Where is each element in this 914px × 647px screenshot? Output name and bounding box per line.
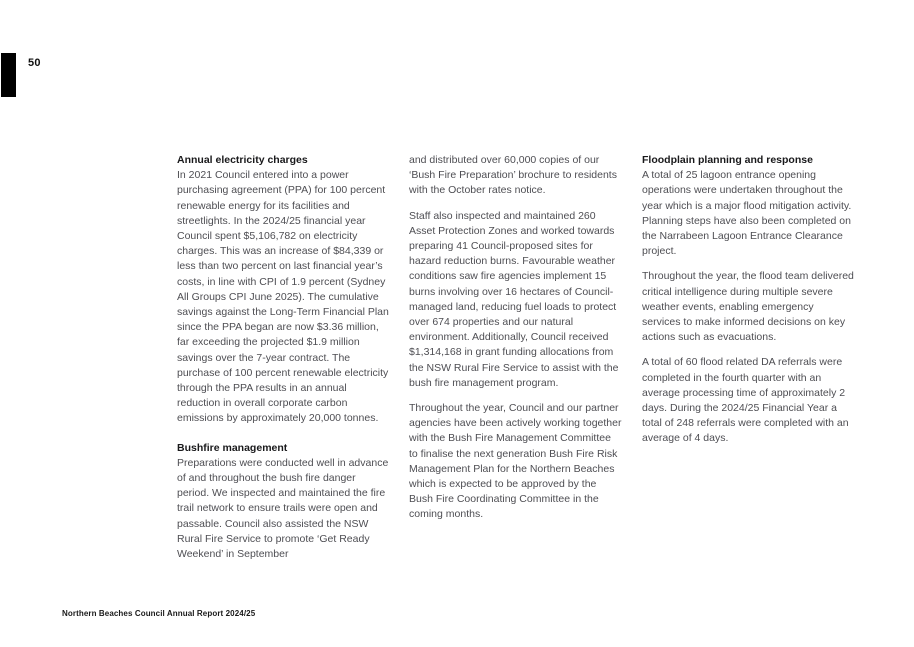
column-electricity-bushfire [177, 153, 390, 562]
page-number: 50 [28, 57, 41, 69]
footer-report-title: Northern Beaches Council Annual Report 2024/25 [62, 609, 256, 618]
section-annual-electricity-charges [177, 153, 390, 427]
column-floodplain [642, 153, 855, 447]
section-paragraph: A total of 60 flood related DA referrals were completed in the fourth quarter with an average processing time of approximately 2 days. During the 2024/25 Financial Year a total of 248 referrals were completed with an average of 4 days. [642, 356, 849, 445]
section-paragraph: Throughout the year, Council and our partner agencies have been actively working together with the Bush Fire Management Committee to finalise the next generation Bush Fire Risk Management Plan for the Northern Beaches which is expected to be approved by the Bush Fire Coordinating Committee in the coming months. [409, 402, 622, 521]
page-edge-tab [1, 53, 16, 97]
section-paragraph: In 2021 Council entered into a power purchasing agreement (PPA) for 100 percent renewable energy for its facilities and streetlights. In the 2024/25 financial year Council spent $5,106,782 on electricity charges. This was an increase of $84,339 or less than two percent on last financial year’s costs, in line with CPI of 1.9 percent (Sydney All Groups CPI June 2025). The cumulative savings against the Long-Term Financial Plan since the PPA began are now $3.36 million, far exceeding the projected $1.9 million savings over the 7-year contract. The purchase of 100 percent renewable electricity through the PPA results in an annual reduction in overall corporate carbon emissions by approximately 20,000 tonnes. [177, 169, 389, 425]
section-bushfire-management [177, 441, 390, 563]
section-paragraph: Staff also inspected and maintained 260 Asset Protection Zones and worked towards preparing 41 Council-proposed sites for hazard reduction burns. Favourable weather conditions saw fire agencies implement 15 burns involving over 16 hectares of Council-managed land, reducing fuel loads to protect over 674 properties and our natural environment. Additionally, Council received $1,314,168 in grant funding allocations from the NSW Rural Fire Service to assist with the bush fire management program. [409, 209, 619, 389]
section-paragraph: Preparations were conducted well in advance of and throughout the bush fire danger period. We inspected and maintained the fire trail network to ensure trails were open and passable. Council also assisted the NSW Rural Fire Service to promote ‘Get Ready Weekend’ in September [177, 456, 389, 561]
section-paragraph: and distributed over 60,000 copies of our ‘Bush Fire Preparation’ brochure to residents with the October rates notice. [409, 154, 617, 197]
section-heading: Floodplain planning and response [642, 154, 813, 166]
column-bushfire-continued [409, 153, 622, 523]
section-bushfire-continued [409, 153, 622, 523]
section-heading: Bushfire management [177, 441, 288, 454]
section-paragraph: A total of 25 lagoon entrance opening operations were undertaken throughout the year which is a major flood mitigation activity. Planning steps have also been completed on the Narrabeen Lagoon Entrance Clearance project. [642, 169, 852, 258]
section-paragraph: Throughout the year, the flood team delivered critical intelligence during multiple severe weather events, enabling emergency services to make informed decisions on key actions such as evacuations. [642, 270, 854, 344]
section-floodplain-planning [642, 153, 855, 447]
section-heading: Annual electricity charges [177, 154, 308, 166]
